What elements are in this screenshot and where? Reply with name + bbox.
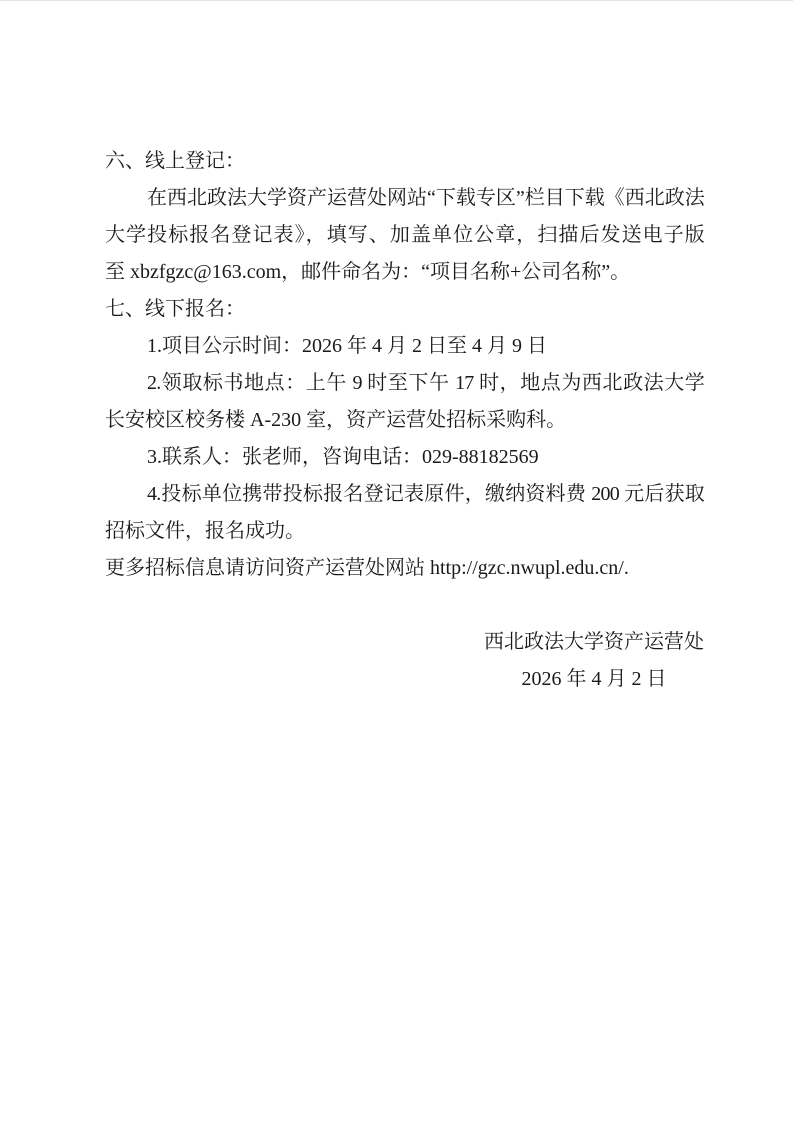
signature-block bbox=[484, 624, 704, 698]
online-registration-text-line-2: 大学投标报名登记表》，填写、加盖单位公章，扫描后发送电子版 bbox=[105, 224, 704, 246]
heading-offline-registration: 七、线下报名： bbox=[105, 298, 245, 320]
blank-line bbox=[105, 587, 704, 624]
item-public-notice-period: 1.项目公示时间：2026 年 4 月 2 日至 4 月 9 日 bbox=[147, 335, 547, 357]
online-registration-text-line-3: 至 xbzfgzc@163.com，邮件命名为：“项目名称+公司名称”。 bbox=[105, 261, 631, 283]
item-contact-person: 3.联系人：张老师，咨询电话：029-88182569 bbox=[147, 446, 539, 468]
signature-organization: 西北政法大学资产运营处 bbox=[484, 631, 704, 653]
signature-date: 2026 年 4 月 2 日 bbox=[521, 668, 667, 690]
item-bid-doc-pickup-line-1: 2.领取标书地点：上午 9 时至下午 17 时，地点为西北政法大学 bbox=[147, 372, 704, 394]
heading-online-registration: 六、线上登记： bbox=[105, 150, 245, 172]
item-material-fee-line-1: 4.投标单位携带投标报名登记表原件，缴纳资料费 200 元后获取 bbox=[147, 483, 704, 505]
online-registration-text-line-1: 在西北政法大学资产运营处网站“下载专区”栏目下载《西北政法 bbox=[147, 187, 704, 209]
more-info-note: 更多招标信息请访问资产运营处网站 http://gzc.nwupl.edu.cn/. bbox=[105, 557, 629, 579]
item-material-fee-line-2: 招标文件，报名成功。 bbox=[105, 520, 305, 542]
item-bid-doc-pickup-line-2: 长安校区校务楼 A-230 室，资产运营处招标采购科。 bbox=[105, 409, 567, 431]
